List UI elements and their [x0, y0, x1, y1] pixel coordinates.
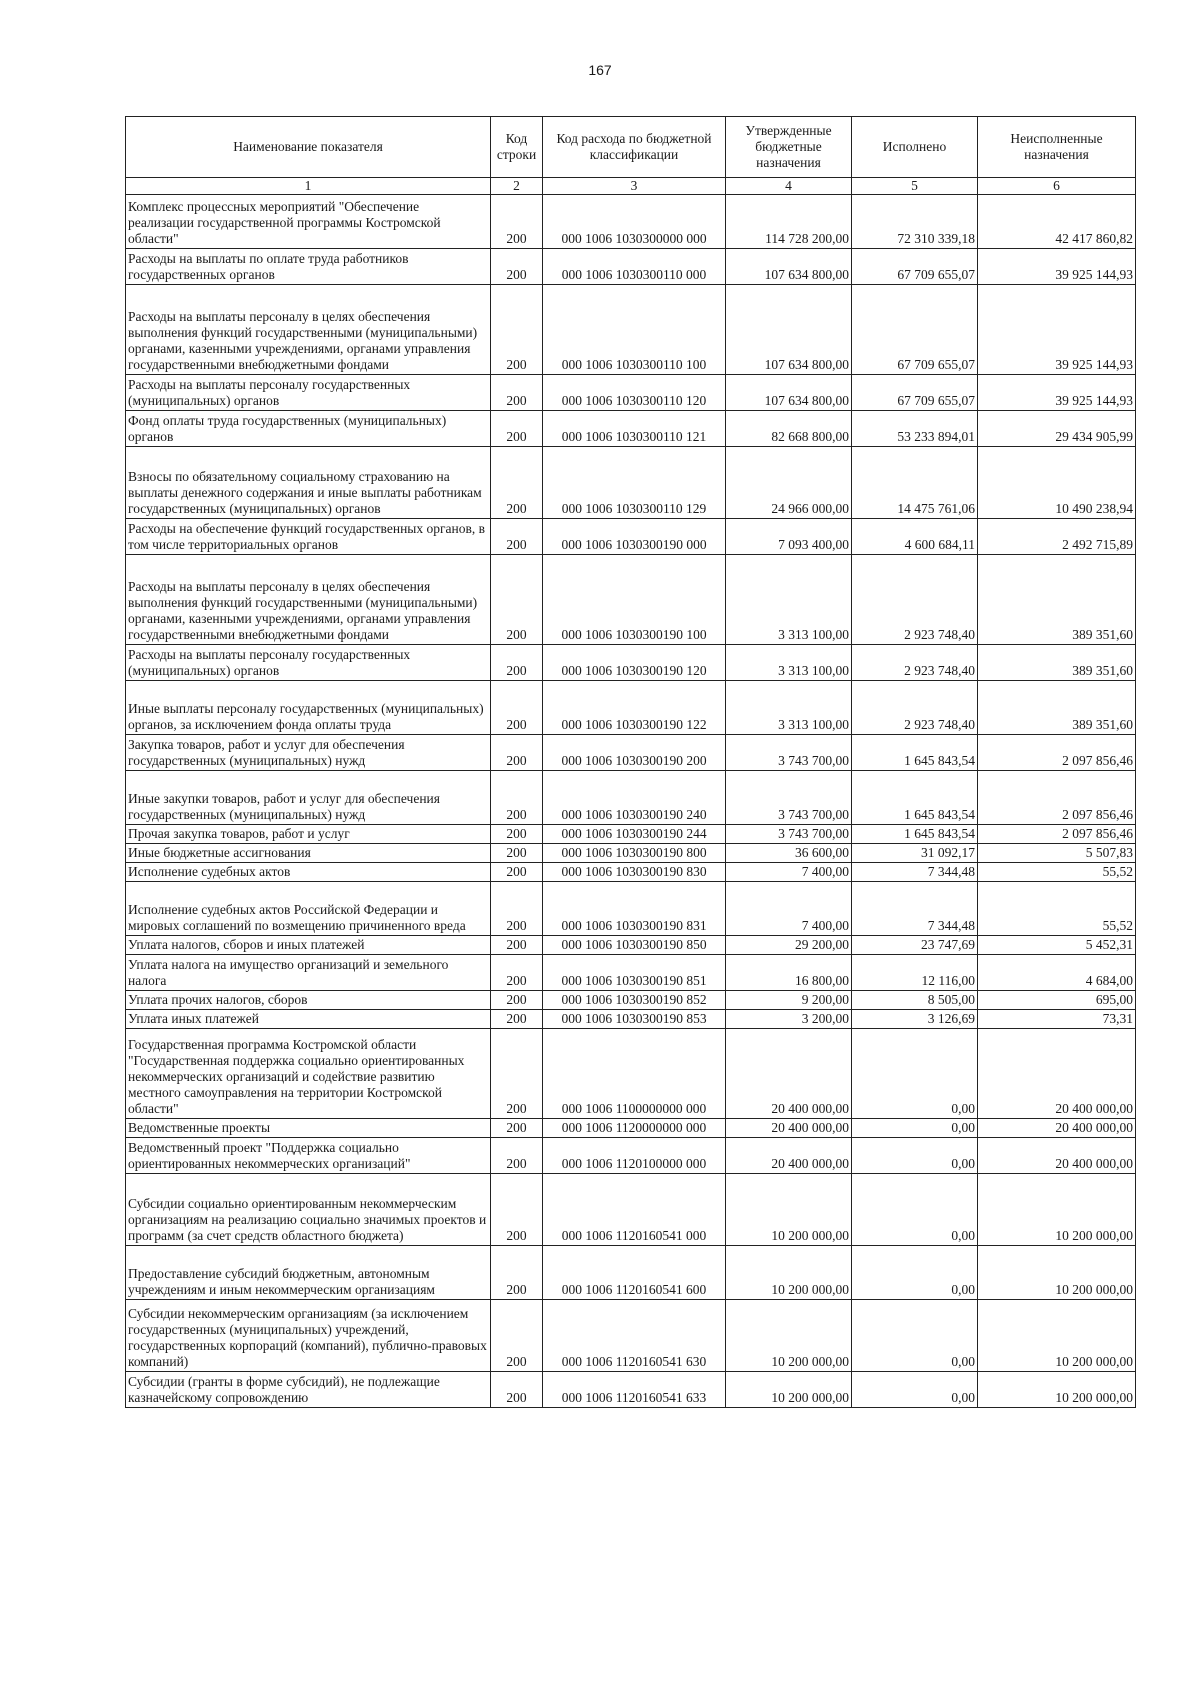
row-approved: 82 668 800,00	[726, 411, 852, 447]
table-row	[126, 195, 1136, 249]
row-name: Субсидии некоммерческим организациям (за исключением государственных (муниципальных) учреждений, государственных корпораций (компаний), публично-правовых компаний)	[126, 1300, 491, 1372]
row-line-code: 200	[491, 936, 543, 955]
row-line-code: 200	[491, 735, 543, 771]
row-budget-code: 000 1006 1030300190 200	[543, 735, 726, 771]
row-line-code: 200	[491, 681, 543, 735]
row-budget-code: 000 1006 1030300190 831	[543, 882, 726, 936]
row-budget-code: 000 1006 1120160541 630	[543, 1300, 726, 1372]
row-budget-code: 000 1006 1030300110 000	[543, 249, 726, 285]
row-name: Уплата налогов, сборов и иных платежей	[126, 936, 491, 955]
row-unexecuted: 10 200 000,00	[978, 1372, 1136, 1408]
row-unexecuted: 4 684,00	[978, 955, 1136, 991]
row-line-code: 200	[491, 195, 543, 249]
row-approved: 36 600,00	[726, 844, 852, 863]
header-name: Наименование показателя	[126, 117, 491, 178]
row-budget-code: 000 1006 1030300190 000	[543, 519, 726, 555]
table-row	[126, 447, 1136, 519]
row-line-code: 200	[491, 411, 543, 447]
row-line-code: 200	[491, 771, 543, 825]
row-unexecuted: 10 200 000,00	[978, 1246, 1136, 1300]
row-unexecuted: 20 400 000,00	[978, 1138, 1136, 1174]
table-row	[126, 1246, 1136, 1300]
row-budget-code: 000 1006 1030300190 830	[543, 863, 726, 882]
row-unexecuted: 39 925 144,93	[978, 285, 1136, 375]
row-unexecuted: 10 200 000,00	[978, 1174, 1136, 1246]
row-name: Исполнение судебных актов	[126, 863, 491, 882]
row-unexecuted: 39 925 144,93	[978, 249, 1136, 285]
row-name: Уплата иных платежей	[126, 1010, 491, 1029]
row-name: Иные бюджетные ассигнования	[126, 844, 491, 863]
row-line-code: 200	[491, 825, 543, 844]
table-row	[126, 1119, 1136, 1138]
row-name: Субсидии (гранты в форме субсидий), не подлежащие казначейскому сопровождению	[126, 1372, 491, 1408]
row-name: Иные закупки товаров, работ и услуг для обеспечения государственных (муниципальных) нужд	[126, 771, 491, 825]
table-header	[126, 117, 1136, 195]
col-number: 3	[543, 178, 726, 195]
row-executed: 8 505,00	[852, 991, 978, 1010]
row-budget-code: 000 1006 1030300000 000	[543, 195, 726, 249]
row-executed: 67 709 655,07	[852, 249, 978, 285]
table-row	[126, 285, 1136, 375]
row-line-code: 200	[491, 555, 543, 645]
row-unexecuted: 29 434 905,99	[978, 411, 1136, 447]
row-executed: 14 475 761,06	[852, 447, 978, 519]
row-line-code: 200	[491, 447, 543, 519]
row-line-code: 200	[491, 1300, 543, 1372]
row-name: Ведомственные проекты	[126, 1119, 491, 1138]
row-approved: 20 400 000,00	[726, 1138, 852, 1174]
table-row	[126, 555, 1136, 645]
row-executed: 0,00	[852, 1372, 978, 1408]
row-budget-code: 000 1006 1030300190 120	[543, 645, 726, 681]
table-row	[126, 1372, 1136, 1408]
table-row	[126, 645, 1136, 681]
table-row	[126, 882, 1136, 936]
table-row	[126, 735, 1136, 771]
table-row	[126, 1029, 1136, 1119]
row-name: Взносы по обязательному социальному страхованию на выплаты денежного содержания и иные выплаты работникам государственных (муниципальных) органов	[126, 447, 491, 519]
row-approved: 10 200 000,00	[726, 1174, 852, 1246]
row-unexecuted: 20 400 000,00	[978, 1119, 1136, 1138]
row-executed: 67 709 655,07	[852, 375, 978, 411]
table-row	[126, 1300, 1136, 1372]
col-number: 1	[126, 178, 491, 195]
row-name: Исполнение судебных актов Российской Федерации и мировых соглашений по возмещению причиненного вреда	[126, 882, 491, 936]
row-approved: 29 200,00	[726, 936, 852, 955]
table-row	[126, 1174, 1136, 1246]
row-executed: 2 923 748,40	[852, 645, 978, 681]
row-name: Государственная программа Костромской области "Государственная поддержка социально ориентированных некоммерческих организаций и содействие развитию местного самоуправления на территории Костромской области"	[126, 1029, 491, 1119]
row-line-code: 200	[491, 1119, 543, 1138]
row-budget-code: 000 1006 1030300190 240	[543, 771, 726, 825]
row-executed: 53 233 894,01	[852, 411, 978, 447]
row-executed: 0,00	[852, 1246, 978, 1300]
row-budget-code: 000 1006 1030300110 121	[543, 411, 726, 447]
table-row	[126, 375, 1136, 411]
table-row	[126, 771, 1136, 825]
row-budget-code: 000 1006 1030300190 851	[543, 955, 726, 991]
row-budget-code: 000 1006 1120000000 000	[543, 1119, 726, 1138]
row-approved: 3 743 700,00	[726, 771, 852, 825]
row-executed: 3 126,69	[852, 1010, 978, 1029]
col-number: 2	[491, 178, 543, 195]
header-unexecuted: Неисполненные назначения	[978, 117, 1136, 178]
row-budget-code: 000 1006 1100000000 000	[543, 1029, 726, 1119]
table-row	[126, 863, 1136, 882]
row-budget-code: 000 1006 1120160541 600	[543, 1246, 726, 1300]
row-line-code: 200	[491, 863, 543, 882]
table-row	[126, 955, 1136, 991]
row-line-code: 200	[491, 1010, 543, 1029]
table-row	[126, 844, 1136, 863]
row-budget-code: 000 1006 1120100000 000	[543, 1138, 726, 1174]
page-number: 167	[588, 62, 612, 78]
row-approved: 107 634 800,00	[726, 249, 852, 285]
row-name: Предоставление субсидий бюджетным, автономным учреждениям и иным некоммерческим организациям	[126, 1246, 491, 1300]
row-approved: 107 634 800,00	[726, 285, 852, 375]
table-row	[126, 681, 1136, 735]
row-unexecuted: 2 097 856,46	[978, 825, 1136, 844]
row-executed: 1 645 843,54	[852, 771, 978, 825]
row-executed: 2 923 748,40	[852, 555, 978, 645]
row-unexecuted: 389 351,60	[978, 645, 1136, 681]
row-approved: 10 200 000,00	[726, 1246, 852, 1300]
row-approved: 9 200,00	[726, 991, 852, 1010]
row-name: Иные выплаты персоналу государственных (муниципальных) органов, за исключением фонда оплаты труда	[126, 681, 491, 735]
row-approved: 3 200,00	[726, 1010, 852, 1029]
row-approved: 20 400 000,00	[726, 1029, 852, 1119]
row-name: Фонд оплаты труда государственных (муниципальных) органов	[126, 411, 491, 447]
row-budget-code: 000 1006 1030300190 852	[543, 991, 726, 1010]
row-unexecuted: 10 490 238,94	[978, 447, 1136, 519]
row-executed: 4 600 684,11	[852, 519, 978, 555]
row-unexecuted: 695,00	[978, 991, 1136, 1010]
row-budget-code: 000 1006 1120160541 000	[543, 1174, 726, 1246]
table-row	[126, 249, 1136, 285]
row-executed: 12 116,00	[852, 955, 978, 991]
row-approved: 7 400,00	[726, 863, 852, 882]
row-budget-code: 000 1006 1030300190 244	[543, 825, 726, 844]
row-budget-code: 000 1006 1030300190 853	[543, 1010, 726, 1029]
row-line-code: 200	[491, 519, 543, 555]
row-executed: 7 344,48	[852, 863, 978, 882]
row-approved: 107 634 800,00	[726, 375, 852, 411]
row-approved: 10 200 000,00	[726, 1300, 852, 1372]
row-name: Комплекс процессных мероприятий "Обеспечение реализации государственной программы Костромской области"	[126, 195, 491, 249]
row-budget-code: 000 1006 1120160541 633	[543, 1372, 726, 1408]
row-line-code: 200	[491, 645, 543, 681]
row-name: Уплата налога на имущество организаций и земельного налога	[126, 955, 491, 991]
table-row	[126, 1010, 1136, 1029]
row-executed: 0,00	[852, 1138, 978, 1174]
row-unexecuted: 389 351,60	[978, 555, 1136, 645]
row-executed: 72 310 339,18	[852, 195, 978, 249]
table-row	[126, 519, 1136, 555]
row-approved: 20 400 000,00	[726, 1119, 852, 1138]
table-row	[126, 411, 1136, 447]
table-row	[126, 936, 1136, 955]
row-unexecuted: 73,31	[978, 1010, 1136, 1029]
row-unexecuted: 5 452,31	[978, 936, 1136, 955]
col-number: 5	[852, 178, 978, 195]
row-line-code: 200	[491, 1246, 543, 1300]
row-line-code: 200	[491, 1372, 543, 1408]
row-executed: 23 747,69	[852, 936, 978, 955]
col-number: 4	[726, 178, 852, 195]
table-row	[126, 991, 1136, 1010]
row-budget-code: 000 1006 1030300110 120	[543, 375, 726, 411]
row-executed: 67 709 655,07	[852, 285, 978, 375]
table-row	[126, 1138, 1136, 1174]
row-name: Расходы на выплаты персоналу в целях обеспечения выполнения функций государственными (муниципальными) органами, казенными учреждениями, органами управления государственными внебюджетными фондами	[126, 555, 491, 645]
row-line-code: 200	[491, 1138, 543, 1174]
row-budget-code: 000 1006 1030300190 122	[543, 681, 726, 735]
row-line-code: 200	[491, 375, 543, 411]
col-number: 6	[978, 178, 1136, 195]
row-unexecuted: 389 351,60	[978, 681, 1136, 735]
row-executed: 2 923 748,40	[852, 681, 978, 735]
row-unexecuted: 2 492 715,89	[978, 519, 1136, 555]
row-executed: 7 344,48	[852, 882, 978, 936]
row-budget-code: 000 1006 1030300110 100	[543, 285, 726, 375]
row-approved: 7 400,00	[726, 882, 852, 936]
row-approved: 3 743 700,00	[726, 735, 852, 771]
row-line-code: 200	[491, 1174, 543, 1246]
row-name: Закупка товаров, работ и услуг для обеспечения государственных (муниципальных) нужд	[126, 735, 491, 771]
header-budget-code: Код расхода по бюджетной классификации	[543, 117, 726, 178]
header-executed: Исполнено	[852, 117, 978, 178]
row-name: Расходы на выплаты персоналу государственных (муниципальных) органов	[126, 645, 491, 681]
row-approved: 3 313 100,00	[726, 645, 852, 681]
row-approved: 16 800,00	[726, 955, 852, 991]
row-name: Расходы на выплаты по оплате труда работников государственных органов	[126, 249, 491, 285]
row-line-code: 200	[491, 249, 543, 285]
row-unexecuted: 55,52	[978, 882, 1136, 936]
row-executed: 0,00	[852, 1029, 978, 1119]
row-line-code: 200	[491, 955, 543, 991]
row-unexecuted: 10 200 000,00	[978, 1300, 1136, 1372]
row-approved: 7 093 400,00	[726, 519, 852, 555]
row-name: Расходы на выплаты персоналу в целях обеспечения выполнения функций государственными (муниципальными) органами, казенными учреждениями, органами управления государственными внебюджетными фондами	[126, 285, 491, 375]
row-budget-code: 000 1006 1030300190 100	[543, 555, 726, 645]
row-executed: 0,00	[852, 1300, 978, 1372]
row-line-code: 200	[491, 844, 543, 863]
header-line-code: Код строки	[491, 117, 543, 178]
row-approved: 114 728 200,00	[726, 195, 852, 249]
row-executed: 0,00	[852, 1119, 978, 1138]
row-approved: 3 743 700,00	[726, 825, 852, 844]
row-name: Субсидии социально ориентированным некоммерческим организациям на реализацию социально значимых проектов и программ (за счет средств областного бюджета)	[126, 1174, 491, 1246]
table-body	[126, 195, 1136, 1408]
row-name: Уплата прочих налогов, сборов	[126, 991, 491, 1010]
row-budget-code: 000 1006 1030300190 850	[543, 936, 726, 955]
row-name: Расходы на выплаты персоналу государственных (муниципальных) органов	[126, 375, 491, 411]
row-name: Прочая закупка товаров, работ и услуг	[126, 825, 491, 844]
row-name: Ведомственный проект "Поддержка социально ориентированных некоммерческих организаций"	[126, 1138, 491, 1174]
row-approved: 24 966 000,00	[726, 447, 852, 519]
row-line-code: 200	[491, 991, 543, 1010]
row-line-code: 200	[491, 1029, 543, 1119]
row-line-code: 200	[491, 285, 543, 375]
row-name: Расходы на обеспечение функций государственных органов, в том числе территориальных органов	[126, 519, 491, 555]
row-budget-code: 000 1006 1030300190 800	[543, 844, 726, 863]
header-approved: Утвержденные бюджетные назначения	[726, 117, 852, 178]
row-approved: 10 200 000,00	[726, 1372, 852, 1408]
row-unexecuted: 2 097 856,46	[978, 771, 1136, 825]
row-unexecuted: 20 400 000,00	[978, 1029, 1136, 1119]
table-row	[126, 825, 1136, 844]
row-line-code: 200	[491, 882, 543, 936]
row-executed: 1 645 843,54	[852, 825, 978, 844]
row-unexecuted: 55,52	[978, 863, 1136, 882]
budget-execution-table	[125, 116, 1136, 1408]
row-approved: 3 313 100,00	[726, 555, 852, 645]
row-unexecuted: 42 417 860,82	[978, 195, 1136, 249]
row-unexecuted: 5 507,83	[978, 844, 1136, 863]
row-budget-code: 000 1006 1030300110 129	[543, 447, 726, 519]
row-executed: 31 092,17	[852, 844, 978, 863]
row-executed: 0,00	[852, 1174, 978, 1246]
row-executed: 1 645 843,54	[852, 735, 978, 771]
row-unexecuted: 39 925 144,93	[978, 375, 1136, 411]
row-unexecuted: 2 097 856,46	[978, 735, 1136, 771]
row-approved: 3 313 100,00	[726, 681, 852, 735]
